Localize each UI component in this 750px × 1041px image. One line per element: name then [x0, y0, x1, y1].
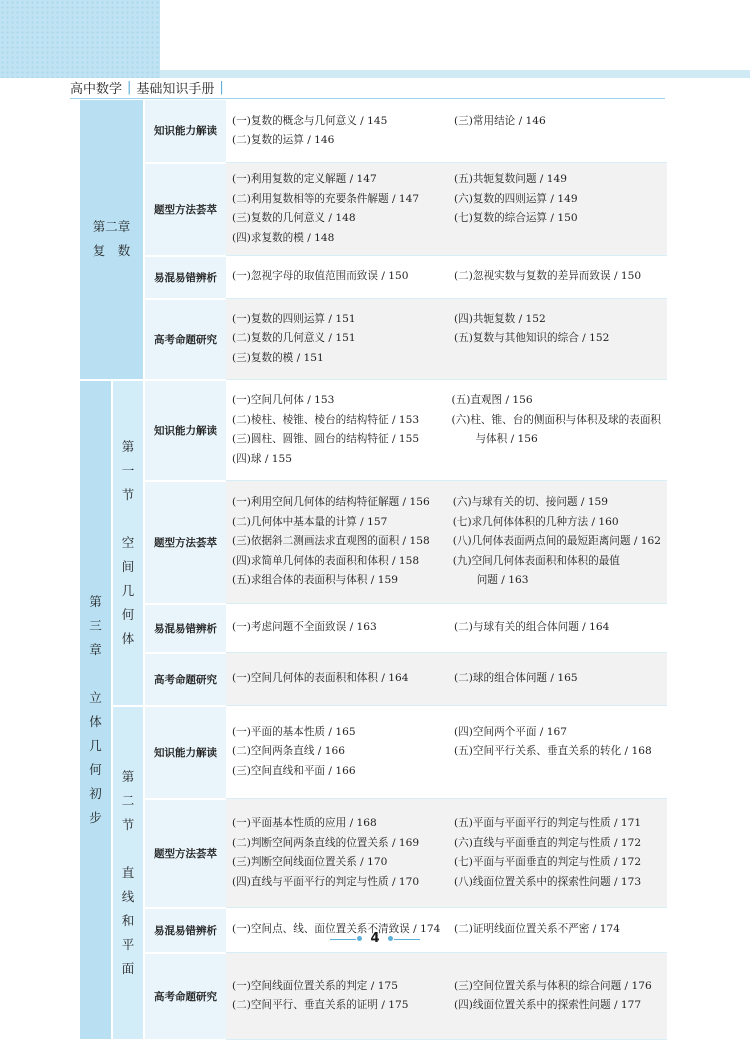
toc-entry: (三)空间位置关系与体积的综合问题 / 176: [454, 979, 652, 992]
toc-entry: (三)判断空间线面位置关系 / 170: [232, 856, 388, 868]
toc-entry: (一)平面的基本性质 / 165: [232, 725, 356, 738]
footer-dot-icon: [357, 936, 362, 941]
toc-entry: (六)复数的四则运算 / 149: [454, 192, 578, 205]
toc-entry: (一)考虑问题不全面致误 / 163: [232, 621, 377, 634]
category-label: 题型方法荟萃: [144, 481, 226, 604]
entry-list: [226, 953, 667, 1040]
toc-entry: (一)忽视字母的取值范围而致误 / 150: [232, 270, 409, 283]
entry-column-left: [232, 170, 454, 248]
entry-column-left: [232, 267, 454, 287]
toc-entry: (三)常用结论 / 146: [454, 114, 546, 127]
category-label: 知识能力解读: [144, 380, 226, 481]
toc-entry: (二)空间两条直线 / 166: [232, 745, 345, 758]
toc-entry: (二)复数的运算 / 146: [232, 134, 335, 146]
entry-column-left: [232, 112, 454, 151]
entry-column-right: [454, 814, 661, 892]
toc-entry: (二)球的组合体问题 / 165: [454, 672, 578, 685]
section-number: 第一节: [121, 438, 135, 502]
toc-entry: (七)求几何体体积的几种方法 / 160: [452, 515, 619, 528]
header-color-band: [160, 70, 750, 78]
section-title: 直线和平面: [121, 864, 135, 976]
toc-entry: (六)与球有关的切、接问题 / 159: [452, 496, 609, 509]
toc-entry: (七)复数的综合运算 / 150: [454, 212, 578, 224]
entry-list: [226, 799, 667, 908]
category-label: 知识能力解读: [144, 706, 226, 799]
category-label: 知识能力解读: [144, 100, 226, 163]
toc-entry: (七)平面与平面垂直的判定与性质 / 172: [454, 856, 642, 868]
footer-dot-icon: [388, 936, 393, 941]
header-separator-icon: |: [219, 79, 224, 95]
entry-list: [226, 100, 667, 163]
entry-column-right: [454, 723, 661, 782]
page-footer: [0, 931, 750, 947]
toc-entry: (三)依据斜二测画法求直观图的面积 / 158: [232, 535, 430, 548]
category-label: 高考命题研究: [144, 953, 226, 1040]
toc-entry: (五)空间平行关系、垂直关系的转化 / 168: [454, 745, 652, 758]
toc-entry: (一)空间几何体 / 153: [232, 394, 335, 406]
toc-entry: (五)共轭复数问题 / 149: [454, 173, 567, 185]
toc-entry: (一)利用复数的定义解题 / 147: [232, 173, 377, 185]
toc-entry: (一)空间线面位置关系的判定 / 175: [232, 979, 398, 992]
toc-entry: (二)利用复数相等的充要条件解题 / 147: [232, 192, 420, 205]
section-1-heading: [112, 380, 144, 706]
toc-entry: 与体积 / 156: [475, 433, 538, 445]
entry-column-left: [232, 493, 453, 591]
toc-entry: (二)复数的几何意义 / 151: [232, 332, 356, 345]
toc-entry: (一)复数的四则运算 / 151: [232, 312, 356, 325]
toc-entry: (一)利用空间几何体的结构特征解题 / 156: [232, 496, 430, 509]
running-header: [70, 77, 224, 97]
toc-entry: (二)空间平行、垂直关系的证明 / 175: [232, 999, 409, 1011]
toc-entry: (六)柱、锥、台的侧面积与体积及球的表面积: [451, 413, 662, 426]
toc-entry: (一)空间几何体的表面积和体积 / 164: [232, 672, 409, 685]
toc-entry: 问题 / 163: [476, 574, 529, 587]
toc-entry: (五)直观图 / 156: [451, 394, 533, 406]
toc-entry: (五)平面与平面平行的判定与性质 / 171: [454, 817, 642, 829]
entry-column-right: [454, 112, 661, 151]
toc-entry: (一)空间点、线、面位置关系不清致误 / 174: [232, 923, 441, 936]
entry-column-left: [232, 618, 454, 638]
category-label: 易混易错辨析: [144, 908, 226, 953]
header-rule: [70, 98, 665, 99]
entry-column-right: [454, 267, 661, 287]
toc-entry: (一)复数的概念与几何意义 / 145: [232, 114, 388, 127]
page-number: 4: [370, 931, 380, 946]
entry-list: [226, 653, 667, 706]
toc-entry: (三)复数的模 / 151: [232, 351, 324, 364]
header-separator-icon: |: [127, 79, 132, 95]
toc-entry: (二)几何体中基本量的计算 / 157: [232, 515, 388, 528]
category-label: 题型方法荟萃: [144, 799, 226, 908]
entry-column-left: [232, 723, 454, 782]
chapter-title: 复 数: [92, 243, 131, 259]
entry-list: [226, 163, 667, 256]
toc-entry: (四)球 / 155: [232, 452, 292, 465]
footer-rule-right: [394, 939, 420, 940]
toc-entry: (五)复数与其他知识的综合 / 152: [454, 332, 610, 345]
chapter-number: 第三章: [89, 593, 102, 657]
toc-entry: (一)平面基本性质的应用 / 168: [232, 817, 377, 829]
toc-entry: (四)求简单几何体的表面积和体积 / 158: [232, 554, 420, 567]
toc-entry: (四)空间两个平面 / 167: [454, 725, 567, 738]
entry-column-right: [451, 391, 661, 469]
toc-entry: (四)直线与平面平行的判定与性质 / 170: [232, 875, 420, 888]
book-title: 高中数学: [70, 81, 123, 97]
toc-entry: (五)求组合体的表面积与体积 / 159: [232, 574, 398, 587]
entry-column-left: [232, 977, 454, 1016]
entry-column-right: [453, 493, 661, 591]
entry-column-right: [454, 310, 661, 369]
category-label: 题型方法荟萃: [144, 163, 226, 256]
toc-entry: (四)共轭复数 / 152: [454, 312, 546, 325]
toc-entry: (八)几何体表面两点间的最短距离问题 / 162: [452, 535, 662, 548]
section-number: 第二节: [121, 768, 135, 832]
entry-list: [226, 706, 667, 799]
category-label: 易混易错辨析: [144, 256, 226, 299]
entry-list: [226, 604, 667, 653]
toc-entry: (二)判断空间两条直线的位置关系 / 169: [232, 836, 420, 849]
chapter-title: 立体几何初步: [89, 689, 102, 825]
toc-entry: (二)与球有关的组合体问题 / 164: [454, 621, 610, 634]
entry-list: [226, 481, 667, 604]
entry-column-right: [454, 669, 661, 689]
entry-column-right: [454, 170, 661, 248]
toc-entry: (二)忽视实数与复数的差异而致误 / 150: [454, 270, 642, 283]
chapter-number: 第二章: [92, 219, 131, 235]
entry-column-right: [454, 618, 661, 638]
toc-entry: (九)空间几何体表面积和体积的最值: [452, 554, 620, 567]
category-label: 高考命题研究: [144, 653, 226, 706]
toc-entry: (八)线面位置关系中的探索性问题 / 173: [454, 875, 642, 888]
toc-entry: (二)棱柱、棱锥、棱台的结构特征 / 153: [232, 413, 420, 426]
toc-entry: (三)空间直线和平面 / 166: [232, 764, 356, 777]
book-subtitle: 基础知识手册: [136, 81, 215, 97]
category-label: 易混易错辨析: [144, 604, 226, 653]
entry-column-right: [454, 977, 661, 1016]
toc-entry: (四)求复数的模 / 148: [232, 231, 335, 244]
entry-column-left: [232, 814, 454, 892]
entry-list: [226, 256, 667, 299]
toc-entry: (三)复数的几何意义 / 148: [232, 212, 356, 224]
chapter-2-heading: [80, 100, 144, 380]
category-label: 高考命题研究: [144, 299, 226, 380]
toc-entry: (六)直线与平面垂直的判定与性质 / 172: [454, 836, 642, 849]
section-2-heading: [112, 706, 144, 1040]
entry-column-left: [232, 391, 451, 469]
entry-list: [226, 380, 667, 481]
entry-column-left: [232, 669, 454, 689]
corner-dot-pattern: [0, 0, 160, 78]
footer-rule-left: [330, 939, 356, 940]
entry-column-left: [232, 310, 454, 369]
section-title: 空间几何体: [121, 534, 135, 646]
toc-entry: (三)圆柱、圆锥、圆台的结构特征 / 155: [232, 433, 420, 445]
entry-list: [226, 299, 667, 380]
table-of-contents: [80, 100, 667, 1041]
toc-entry: (四)线面位置关系中的探索性问题 / 177: [454, 999, 642, 1011]
toc-entry: (二)证明线面位置关系不严密 / 174: [454, 923, 620, 936]
